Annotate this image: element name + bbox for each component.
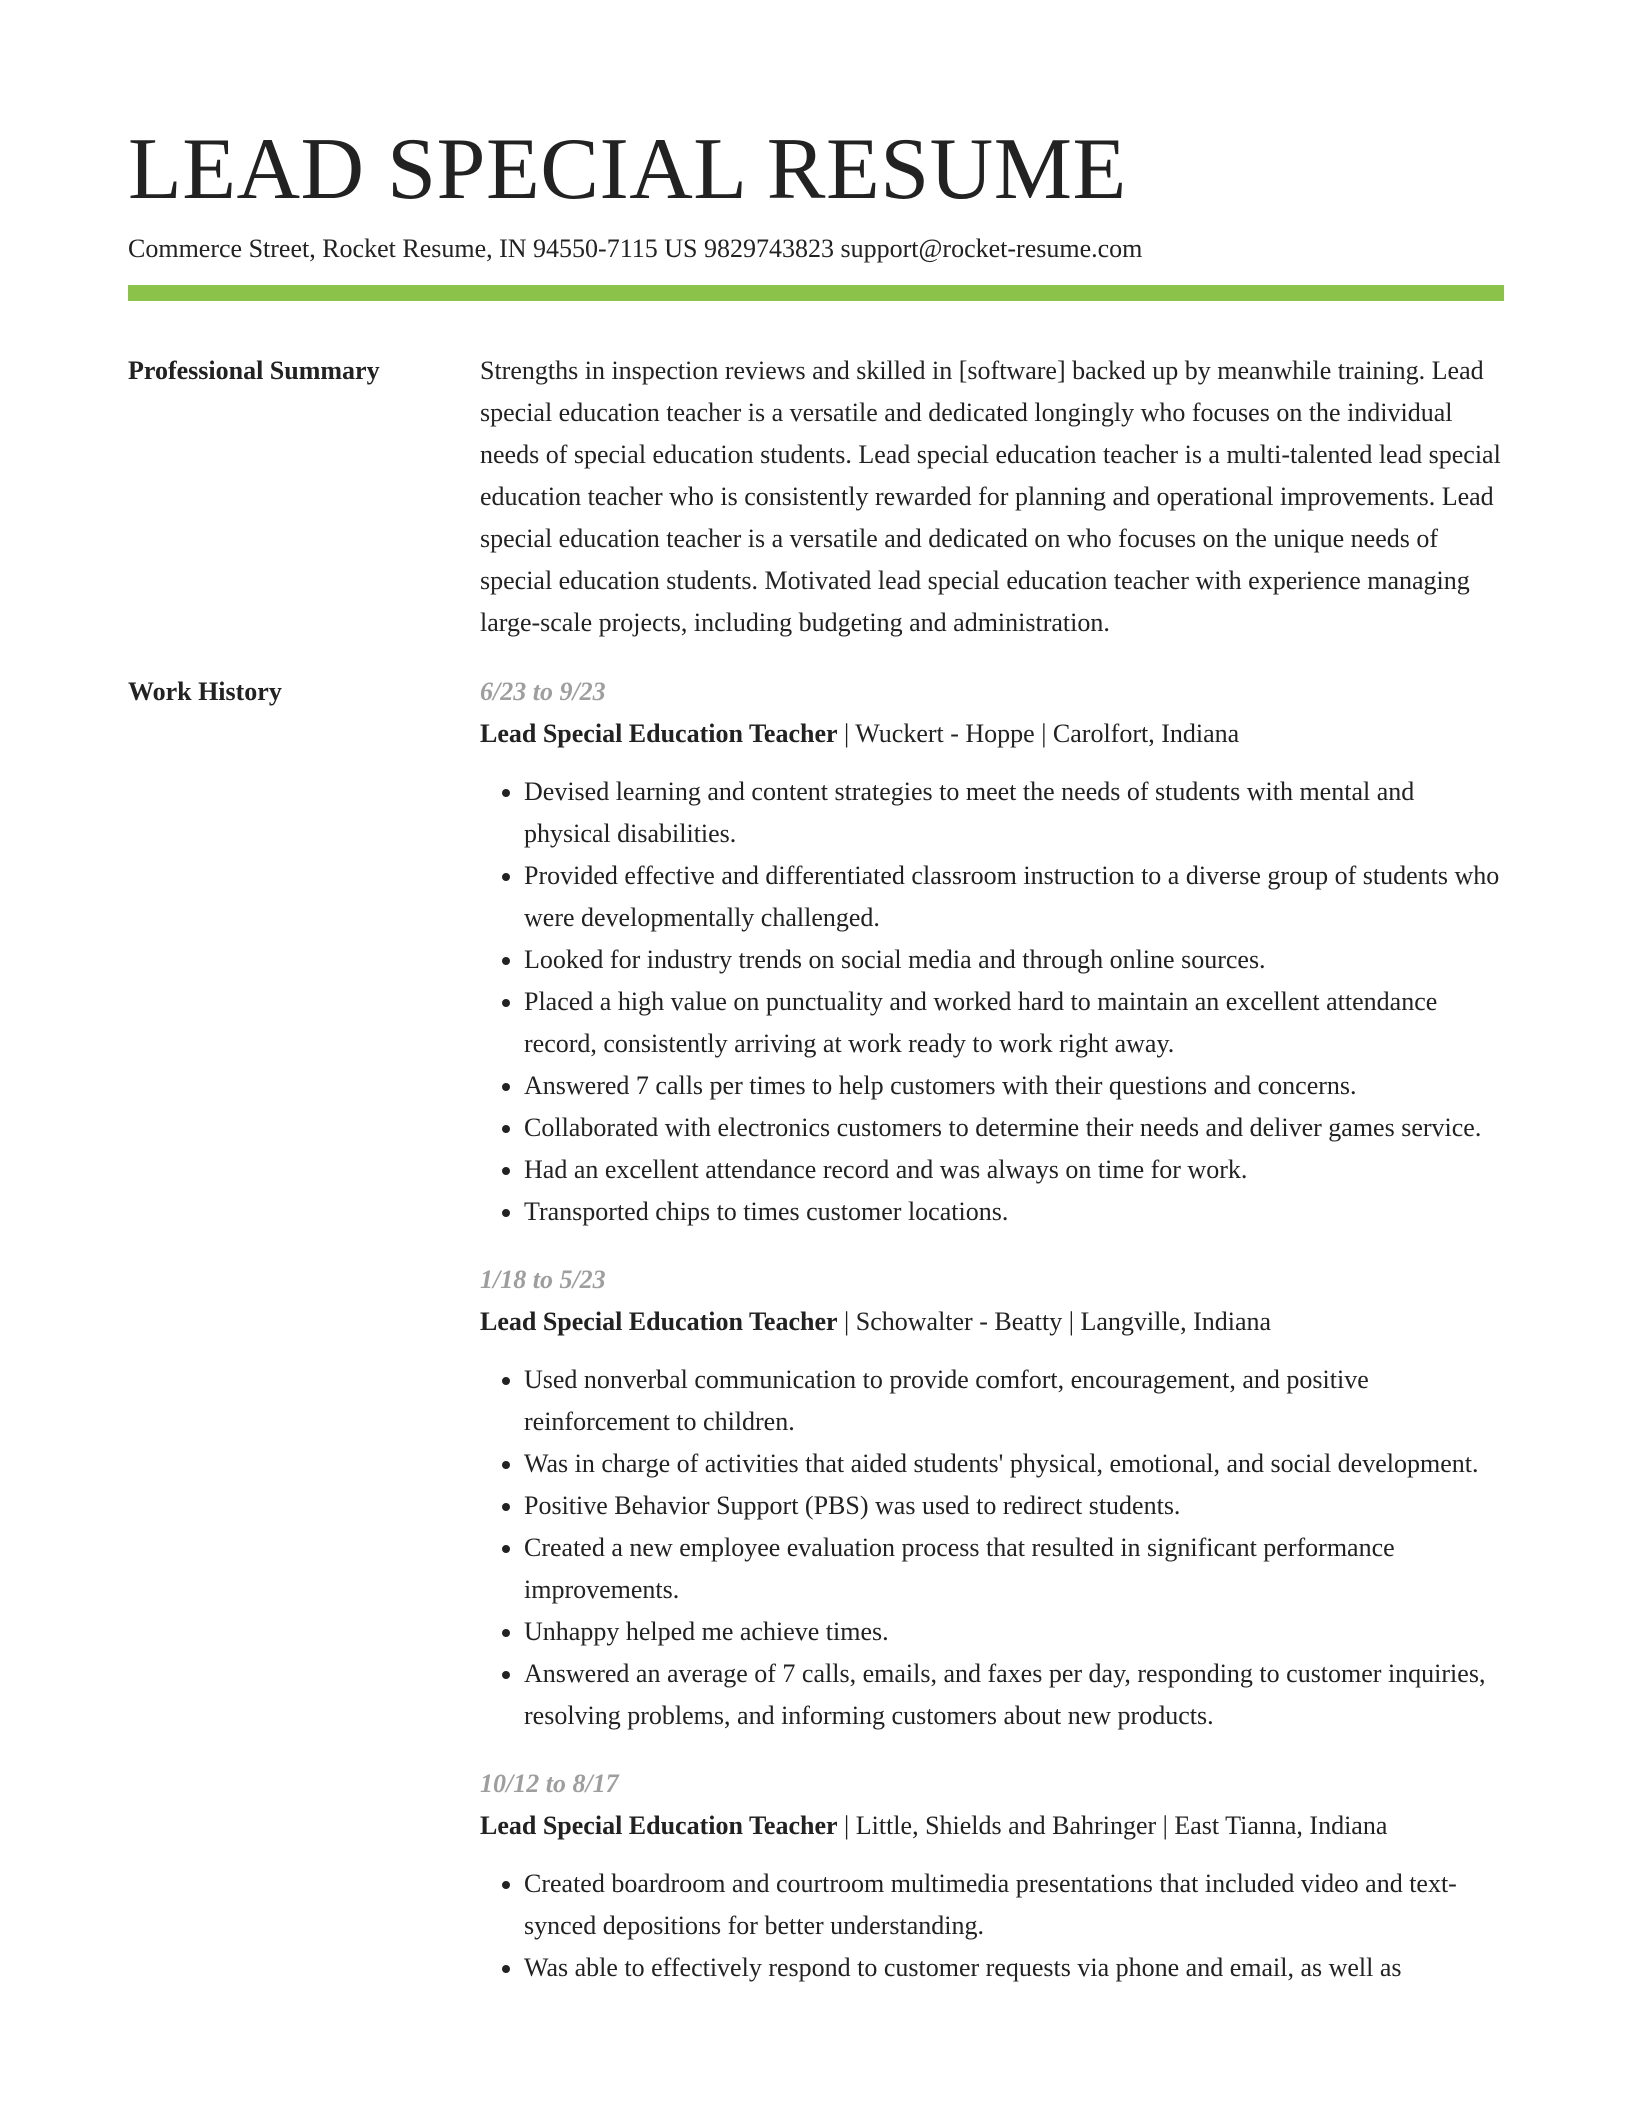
job-entry: [480, 1763, 1504, 1989]
professional-summary-body: [480, 350, 1504, 644]
job-employer-location: | Wuckert - Hoppe | Carolfort, Indiana: [837, 719, 1240, 748]
job-heading: [480, 1301, 1504, 1343]
list-item: • Looked for industry trends on social media and through online sources.: [524, 939, 1504, 981]
job-bullets: [480, 1359, 1504, 1737]
list-item: • Had an excellent attendance record and was always on time for work.: [524, 1149, 1504, 1191]
job-title: Lead Special Education Teacher: [480, 719, 838, 748]
work-history-section: [128, 671, 1504, 2015]
professional-summary-section: [128, 350, 1504, 644]
list-item: • Devised learning and content strategies to meet the needs of students with mental and physical disabilities.: [524, 771, 1504, 855]
job-employer-location: | Schowalter - Beatty | Langville, Indiana: [837, 1307, 1272, 1336]
job-heading: [480, 1805, 1504, 1847]
accent-divider: [128, 285, 1504, 301]
job-entry: [480, 671, 1504, 1233]
job-bullets: [480, 1863, 1504, 1989]
job-entry: [480, 1259, 1504, 1737]
work-history-body: [480, 671, 1504, 2015]
list-item: • Provided effective and differentiated classroom instruction to a diverse group of students who were developmentally challenged.: [524, 855, 1504, 939]
resume-name: LEAD SPECIAL RESUME: [128, 121, 1127, 218]
job-heading: [480, 713, 1504, 755]
resume-sections: [128, 350, 1504, 2042]
list-item: • Answered 7 calls per times to help customers with their questions and concerns.: [524, 1065, 1504, 1107]
job-employer-location: | Little, Shields and Bahringer | East Tianna, Indiana: [837, 1811, 1388, 1840]
list-item: • Unhappy helped me achieve times.: [524, 1611, 1504, 1653]
job-dates: 6/23 to 9/23: [480, 677, 606, 706]
job-bullets: [480, 771, 1504, 1233]
job-dates: 10/12 to 8/17: [480, 1769, 619, 1798]
section-label-work-history: Work History: [128, 677, 282, 706]
list-item: • Created boardroom and courtroom multimedia presentations that included video and text-synced depositions for better understanding.: [524, 1863, 1504, 1947]
list-item: • Was able to effectively respond to customer requests via phone and email, as well as: [524, 1947, 1504, 1989]
job-title: Lead Special Education Teacher: [480, 1307, 838, 1336]
list-item: • Collaborated with electronics customers to determine their needs and deliver games service.: [524, 1107, 1504, 1149]
list-item: • Placed a high value on punctuality and worked hard to maintain an excellent attendance record, consistently arriving at work ready to work right away.: [524, 981, 1504, 1065]
job-dates: 1/18 to 5/23: [480, 1265, 606, 1294]
contact-line: Commerce Street, Rocket Resume, IN 94550-7115 US 9829743823 support@rocket-resume.com: [128, 234, 1143, 263]
list-item: • Positive Behavior Support (PBS) was used to redirect students.: [524, 1485, 1504, 1527]
job-title: Lead Special Education Teacher: [480, 1811, 838, 1840]
list-item: • Answered an average of 7 calls, emails, and faxes per day, responding to customer inquiries, resolving problems, and informing customers about new products.: [524, 1653, 1504, 1737]
list-item: • Created a new employee evaluation process that resulted in significant performance improvements.: [524, 1527, 1504, 1611]
summary-text: Strengths in inspection reviews and skilled in [software] backed up by meanwhile training. Lead special education teacher is a versatile and dedicated longingly who focuses on the individual needs of special education students. Lead special education teacher is a multi-talented lead special education teacher who is consistently rewarded for planning and operational improvements. Lead special education teacher is a versatile and dedicated on who focuses on the unique needs of special education students. Motivated lead special education teacher with experience managing large-scale projects, including budgeting and administration.: [480, 356, 1501, 637]
section-label-professional-summary: Professional Summary: [128, 356, 380, 385]
list-item: • Was in charge of activities that aided students' physical, emotional, and social development.: [524, 1443, 1504, 1485]
list-item: • Transported chips to times customer locations.: [524, 1191, 1504, 1233]
list-item: • Used nonverbal communication to provide comfort, encouragement, and positive reinforcement to children.: [524, 1359, 1504, 1443]
